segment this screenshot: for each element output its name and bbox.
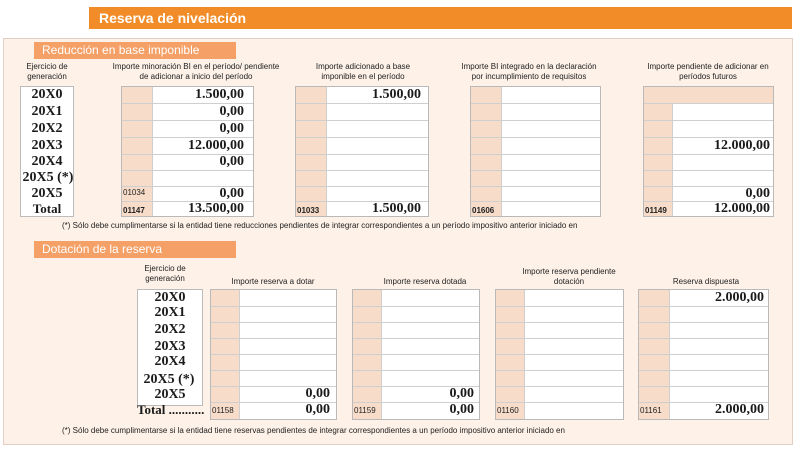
- cell-value[interactable]: 0,00: [219, 154, 244, 169]
- box-code: 01161: [640, 406, 662, 415]
- year-label: 20X3: [154, 339, 186, 354]
- cell-value[interactable]: 0,00: [219, 121, 244, 136]
- year-header: Ejercicio de generación: [144, 264, 186, 283]
- box-code: 01033: [297, 206, 320, 215]
- year-label: 20X1: [154, 305, 186, 320]
- year-label: 20X0: [31, 87, 63, 102]
- footnote: (*) Sólo debe cumplimentarse si la entidad tiene reservas pendientes de integrar correspondientes a un período impositivo anterior iniciado en: [62, 426, 565, 435]
- cell-value[interactable]: 1.500,00: [195, 87, 244, 102]
- box-code: 01159: [354, 406, 376, 415]
- cell-value[interactable]: 0,00: [449, 386, 474, 401]
- col-header-pendiente-dotacion: Importe reserva pendiente dotación: [522, 267, 616, 286]
- year-label: 20X0: [154, 290, 186, 305]
- cell-value[interactable]: 0,00: [305, 386, 330, 401]
- box-code: 01158: [212, 406, 234, 415]
- year-label: 20X2: [154, 322, 186, 337]
- year-label: 20X5 (*): [22, 170, 74, 185]
- box-code: 01147: [123, 206, 145, 215]
- year-label: 20X5: [31, 186, 63, 201]
- cell-value-total[interactable]: 12.000,00: [714, 201, 770, 216]
- box-code: 01034: [123, 188, 146, 197]
- year-header: Ejercicio de generación: [26, 62, 68, 81]
- cell-value[interactable]: 0,00: [219, 104, 244, 119]
- footnote: (*) Sólo debe cumplimentarse si la entidad tiene reducciones pendientes de integrar correspondientes a un período impositivo anterior iniciado en: [62, 221, 578, 230]
- cell-value-total[interactable]: 0,00: [449, 402, 474, 417]
- cell-value-total[interactable]: 0,00: [305, 402, 330, 417]
- cell-value[interactable]: 1.500,00: [372, 87, 421, 102]
- table-reserva-dispuesta: [638, 289, 769, 420]
- year-label: 20X4: [154, 354, 186, 369]
- year-label: 20X2: [31, 121, 63, 136]
- year-label-total: Total ...........: [137, 402, 205, 417]
- cell-value[interactable]: 0,00: [219, 186, 244, 201]
- col-header-reserva-dispuesta: Reserva dispuesta: [672, 277, 740, 286]
- box-code: 01160: [497, 406, 519, 415]
- cell-value-total[interactable]: 13.500,00: [188, 201, 244, 216]
- box-code: 01149: [645, 206, 667, 215]
- section-title-dotacion: Dotación de la reserva: [34, 241, 236, 258]
- box-code: 01606: [472, 206, 495, 215]
- year-label-total: Total: [32, 201, 62, 216]
- col-header-adicionado: Importe adicionado a base imponible en el período: [315, 62, 411, 81]
- table-adicionado: [295, 86, 429, 217]
- year-label: 20X5: [154, 387, 186, 402]
- cell-value[interactable]: 12.000,00: [714, 138, 770, 153]
- section-title-reduccion: Reducción en base imponible: [34, 42, 236, 59]
- cell-value-total[interactable]: 2.000,00: [715, 402, 764, 417]
- table-integrado: [470, 86, 601, 217]
- year-label: 20X5 (*): [143, 372, 195, 387]
- cell-value[interactable]: 12.000,00: [188, 138, 244, 153]
- col-header-reserva-dotar: Importe reserva a dotar: [231, 277, 315, 286]
- year-label: 20X3: [31, 138, 63, 153]
- cell-value[interactable]: 2.000,00: [715, 290, 764, 305]
- col-header-integrado: Importe BI integrado en la declaración por incumplimiento de requisitos: [461, 62, 597, 81]
- table-pendiente-dotacion: [495, 289, 624, 420]
- col-header-reserva-dotada: Importe reserva dotada: [383, 277, 467, 286]
- col-header-minoracion: Importe minoración BI en el período/ pendiente de adicionar a inicio del período: [112, 62, 280, 81]
- col-header-pendiente: Importe pendiente de adicionar en períodos futuros: [647, 62, 769, 81]
- year-label: 20X1: [31, 104, 63, 119]
- cell-value-total[interactable]: 1.500,00: [372, 201, 421, 216]
- cell-value[interactable]: 0,00: [745, 186, 770, 201]
- year-label: 20X4: [31, 154, 63, 169]
- page-title: Reserva de nivelación: [89, 7, 792, 29]
